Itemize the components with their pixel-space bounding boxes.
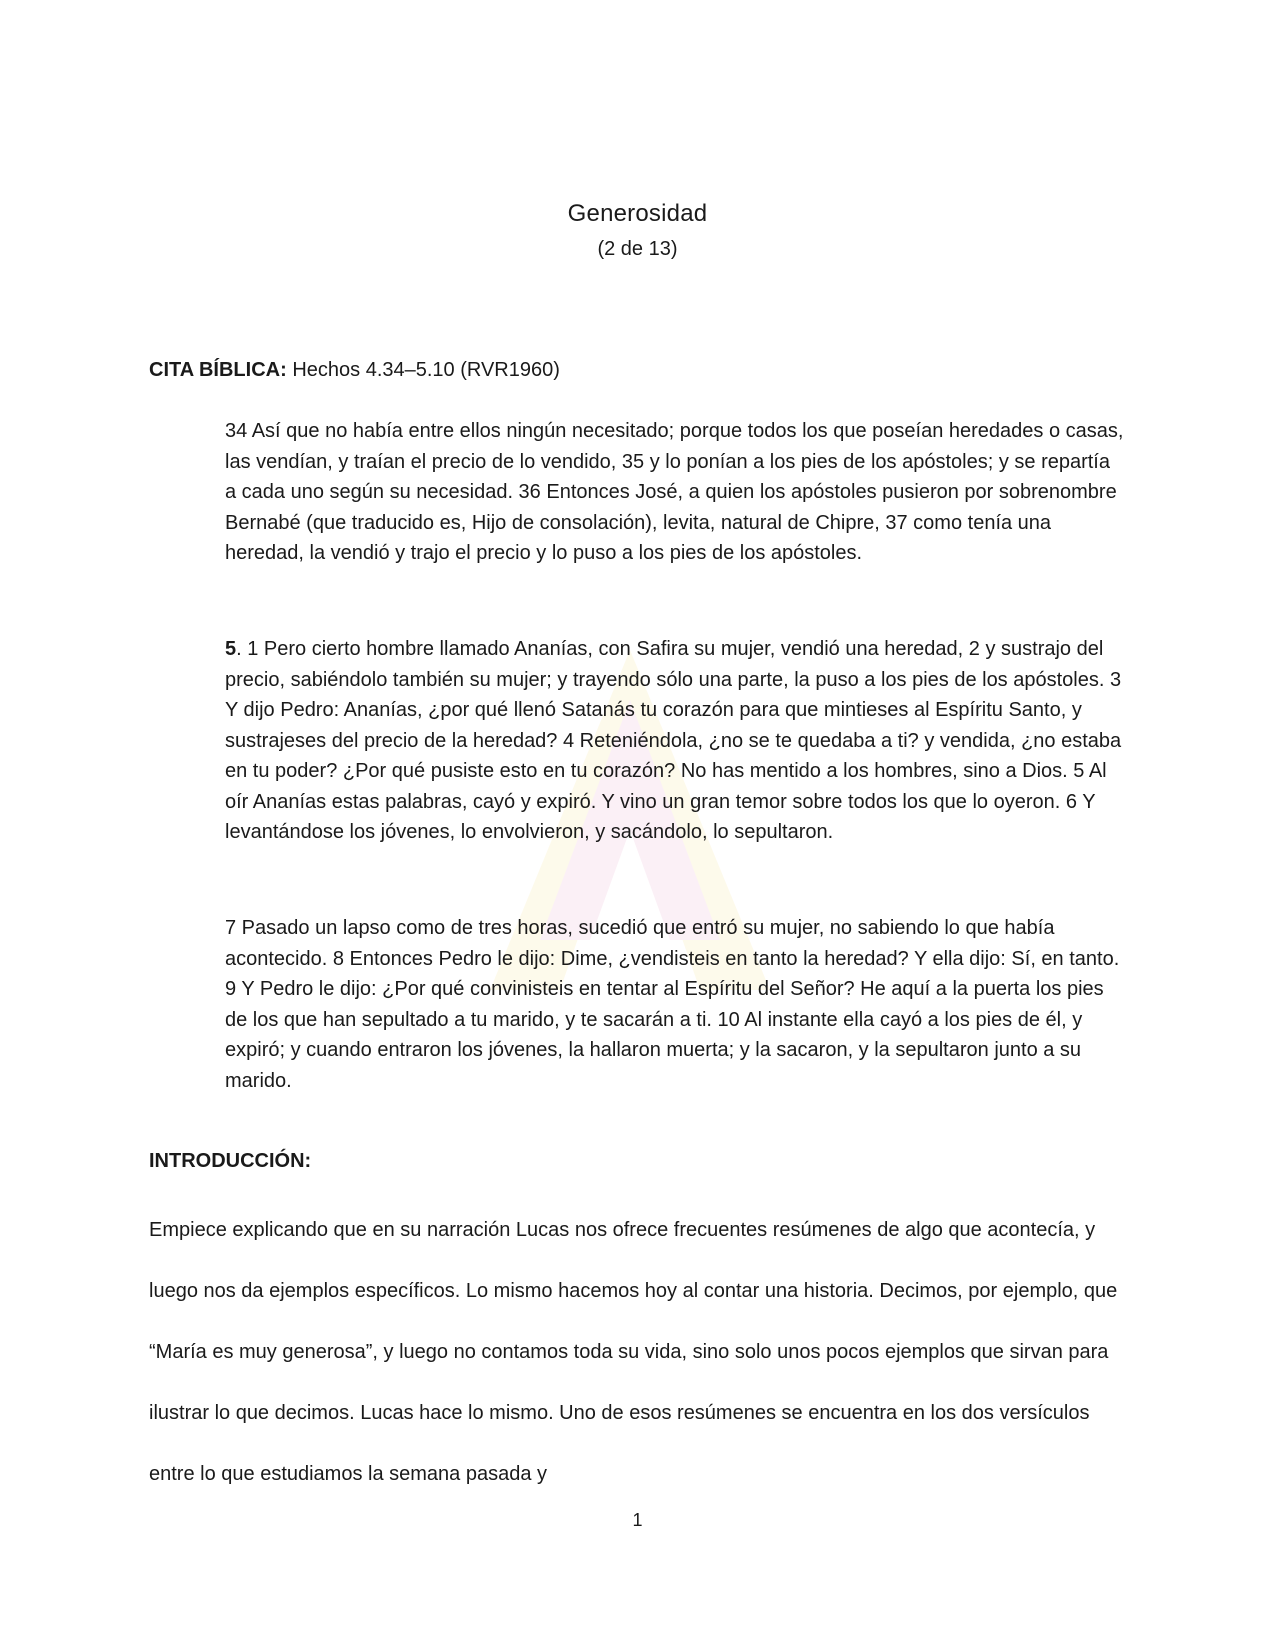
citation-reference: Hechos 4.34–5.10 (RVR1960) <box>292 359 560 381</box>
introduction-text: Empiece explicando que en su narración Lucas nos ofrece frecuentes resúmenes de algo que acontecía, y luego nos da ejemplos específicos. Lo mismo hacemos hoy al contar una historia. Decimos, por ejemplo, que “María es muy generosa”, y luego no contamos toda su vida, sino solo unos pocos ejemplos que sirvan para ilustrar lo que decimos. Lucas hace lo mismo. Uno de esos resúmenes se encuentra en los dos versículos entre lo que estudiamos la semana pasada y <box>149 1219 1118 1485</box>
citation-label: CITA BÍBLICA: <box>149 359 287 381</box>
passage-paragraph-2-text: . 1 Pero cierto hombre llamado Ananías, con Safira su mujer, vendió una heredad, 2 y sustrajo del precio, sabiéndolo también su mujer; y trayendo sólo una parte, la puso a los pies de los apóstoles. 3 Y dijo Pedro: Ananías, ¿por qué llenó Satanás tu corazón para que mintieses al Espíritu Santo, y sustrajeses del precio de la heredad? 4 Reteniéndola, ¿no se te quedaba a ti? y vendida, ¿no estaba en tu poder? ¿Por qué pusiste esto en tu corazón? No has mentido a los hombres, sino a Dios. 5 Al oír Ananías estas palabras, cayó y expiró. Y vino un gran temor sobre todos los que lo oyeron. 6 Y levantándose los jóvenes, lo envolvieron, y sacándolo, lo sepultaron. <box>225 638 1122 843</box>
passage-paragraph-2 <box>225 634 1125 848</box>
passage-paragraph-1: 34 Así que no había entre ellos ningún necesitado; porque todos los que poseían heredades o casas, las vendían, y traían el precio de lo vendido, 35 y lo ponían a los pies de los apóstoles; y se repartía a cada uno según su necesidad. 36 Entonces José, a quien los apóstoles pusieron por sobrenombre Bernabé (que traducido es, Hijo de consolación), levita, natural de Chipre, 37 como tenía una heredad, la vendió y trajo el precio y lo puso a los pies de los apóstoles. <box>225 420 1124 564</box>
passage-paragraph-3: 7 Pasado un lapso como de tres horas, sucedió que entró su mujer, no sabiendo lo que había acontecido. 8 Entonces Pedro le dijo: Dime, ¿vendisteis en tanto la heredad? Y ella dijo: Sí, en tanto. 9 Y Pedro le dijo: ¿Por qué convinisteis en tentar al Espíritu del Señor? He aquí a la puerta los pies de los que han sepultado a tu marido, y te sacarán a ti. 10 Al instante ella cayó a los pies de él, y expiró; y cuando entraron los jóvenes, la hallaron muerta; y la sacaron, y la sepultaron junto a su marido. <box>225 917 1120 1092</box>
document-subtitle: (2 de 13) <box>597 238 678 260</box>
document-title: Generosidad <box>567 200 708 227</box>
chapter-number: 5 <box>225 638 237 660</box>
page-number: 1 <box>632 1510 643 1530</box>
bible-citation <box>149 359 560 382</box>
introduction-heading: INTRODUCCIÓN: <box>149 1150 312 1172</box>
